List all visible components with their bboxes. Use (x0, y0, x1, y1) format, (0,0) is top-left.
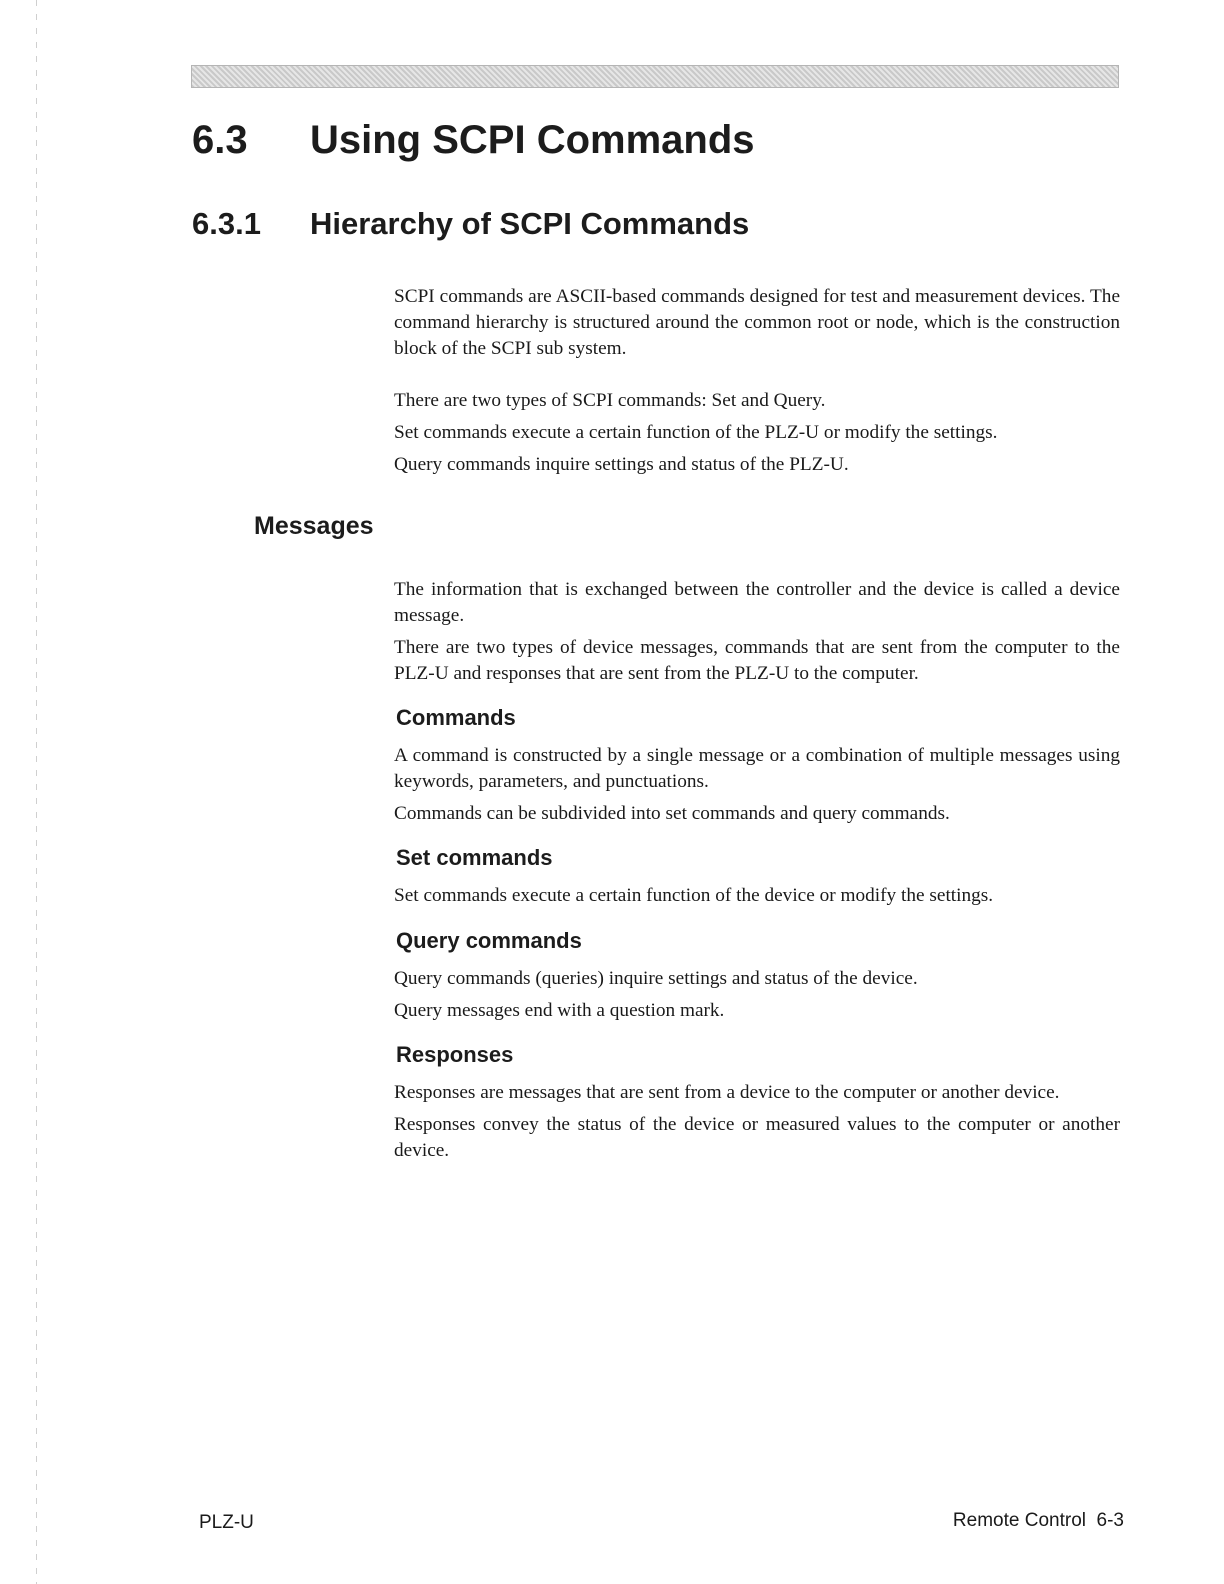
subsection-number: 6.3.1 (192, 206, 261, 241)
responses-paragraph: Responses are messages that are sent from a device to the computer or another device. (394, 1082, 1060, 1103)
intro-paragraph: SCPI commands are ASCII-based commands designed for test and measurement devices. The command hierarchy is structured around the common root or node, which is the construction block of the SCPI sub system. (394, 286, 1120, 359)
section-title: Using SCPI Commands (310, 118, 755, 162)
footer-product: PLZ-U (199, 1512, 254, 1533)
messages-heading: Messages (254, 512, 374, 540)
header-bar (191, 65, 1119, 88)
messages-block (394, 577, 1120, 687)
query-commands-block (394, 966, 1120, 1024)
types-line: Query commands inquire settings and status of the PLZ-U. (394, 454, 849, 475)
commands-paragraph: A command is constructed by a single message or a combination of multiple messages using keywords, parameters, and punctuations. (394, 745, 1120, 792)
types-block (394, 388, 1120, 478)
messages-paragraph: There are two types of device messages, commands that are sent from the computer to the PLZ-U and responses that are sent from the PLZ-U to the computer. (394, 637, 1120, 684)
set-commands-block (394, 883, 1120, 909)
responses-heading: Responses (396, 1042, 514, 1067)
types-line: There are two types of SCPI commands: Set and Query. (394, 390, 826, 411)
subsection-title: Hierarchy of SCPI Commands (310, 206, 750, 241)
scan-edge (36, 0, 37, 1584)
query-commands-paragraph: Query commands (queries) inquire settings and status of the device. (394, 968, 918, 989)
responses-block (394, 1080, 1120, 1164)
footer-page: Remote Control 6-3 (952, 1510, 1124, 1531)
messages-paragraph: The information that is exchanged between the controller and the device is called a device message. (394, 579, 1120, 626)
set-commands-heading: Set commands (396, 845, 553, 870)
commands-block (394, 743, 1120, 827)
section-number: 6.3 (192, 118, 248, 162)
intro-block (394, 284, 1120, 362)
types-line: Set commands execute a certain function of the PLZ-U or modify the settings. (394, 422, 998, 443)
commands-heading: Commands (396, 705, 516, 730)
query-commands-paragraph: Query messages end with a question mark. (394, 1000, 725, 1021)
set-commands-paragraph: Set commands execute a certain function of the device or modify the settings. (394, 885, 994, 906)
responses-paragraph: Responses convey the status of the device or measured values to the computer or another device. (394, 1114, 1120, 1161)
query-commands-heading: Query commands (396, 928, 582, 953)
commands-paragraph: Commands can be subdivided into set commands and query commands. (394, 803, 950, 824)
